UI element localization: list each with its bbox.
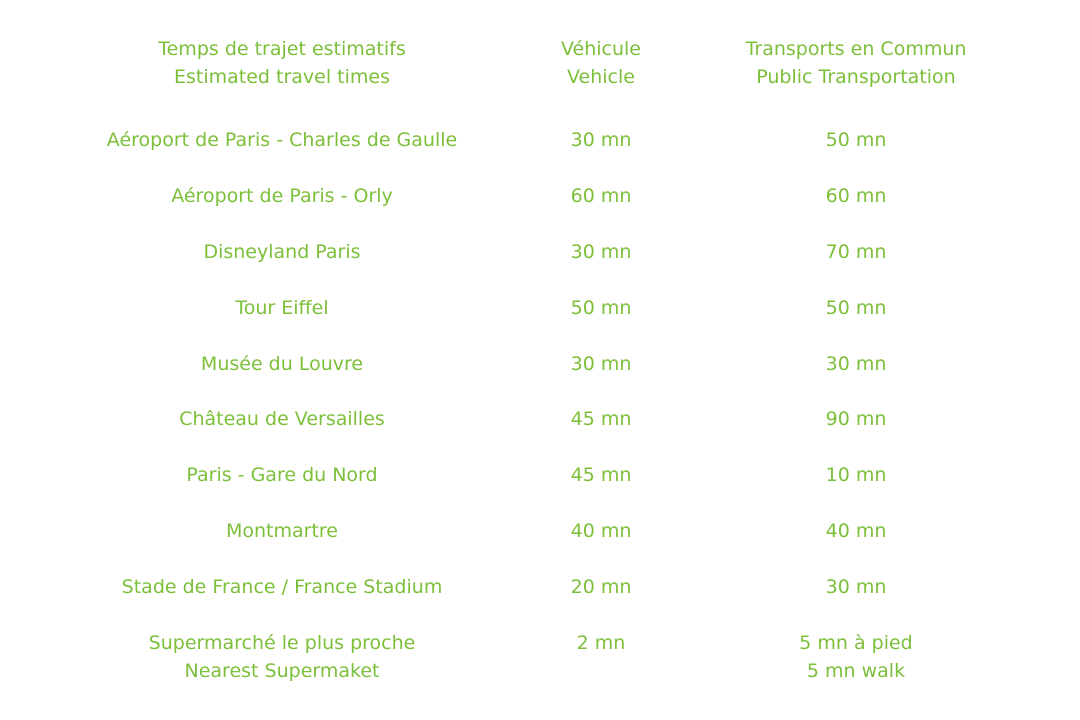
table-row-public-time: [826, 126, 887, 154]
vehicle-time: 50 mn: [570, 297, 632, 319]
table-row-public-time: [826, 517, 887, 545]
table-row-place: [179, 405, 385, 433]
place-name: Musée du Louvre: [200, 353, 364, 375]
table-row-vehicle-time: [571, 294, 632, 322]
public-time: 60 mn: [825, 185, 887, 207]
header-place-line: Estimated travel times: [173, 66, 391, 88]
place-name: Tour Eiffel: [235, 297, 329, 319]
table-row-vehicle-time: [571, 350, 632, 378]
table-row-place: [107, 126, 457, 154]
vehicle-time: 30 mn: [570, 353, 632, 375]
table-row-place: [149, 629, 416, 685]
table-row-vehicle-time: [571, 238, 632, 266]
table-row-vehicle-time: [571, 405, 632, 433]
table-row-place: [226, 517, 338, 545]
public-time: 30 mn: [825, 576, 887, 598]
table-row-vehicle-time: [571, 461, 632, 489]
table-row-place: [186, 461, 377, 489]
vehicle-time: 30 mn: [570, 241, 632, 263]
table-row-vehicle-time: [571, 126, 632, 154]
place-name: Paris - Gare du Nord: [186, 464, 378, 486]
header-vehicle: [561, 35, 641, 91]
table-row-place: [171, 182, 393, 210]
vehicle-time: 2 mn: [576, 632, 626, 654]
table-row-public-time: [826, 461, 887, 489]
public-time: 10 mn: [825, 464, 887, 486]
place-name: Château de Versailles: [179, 408, 385, 430]
header-public-line: Public Transportation: [756, 66, 956, 88]
public-time: 50 mn: [825, 297, 887, 319]
table-row-place: [235, 294, 328, 322]
place-name: Nearest Supermaket: [184, 660, 380, 682]
table-row-public-time: [826, 405, 887, 433]
public-time: 90 mn: [825, 408, 887, 430]
header-vehicle-line: Vehicle: [567, 66, 635, 88]
vehicle-time: 45 mn: [570, 408, 632, 430]
table-row-vehicle-time: [571, 182, 632, 210]
place-name: Aéroport de Paris - Charles de Gaulle: [106, 129, 458, 151]
vehicle-time: 40 mn: [570, 520, 632, 542]
table-row-public-time: [826, 182, 887, 210]
public-time: 5 mn à pied: [799, 632, 913, 654]
table-row-public-time: [826, 294, 887, 322]
place-name: Aéroport de Paris - Orly: [171, 185, 393, 207]
vehicle-time: 60 mn: [570, 185, 632, 207]
place-name: Disneyland Paris: [203, 241, 361, 263]
table-row-public-time: [826, 573, 887, 601]
place-name: Montmartre: [225, 520, 339, 542]
header-place-line: Temps de trajet estimatifs: [158, 38, 406, 60]
public-time: 70 mn: [825, 241, 887, 263]
header-public-transport: [746, 35, 967, 91]
table-row-public-time: [799, 629, 913, 685]
place-name: Supermarché le plus proche: [148, 632, 416, 654]
header-public-line: Transports en Commun: [745, 38, 967, 60]
table-row-public-time: [826, 350, 887, 378]
public-time: 40 mn: [825, 520, 887, 542]
table-row-vehicle-time: [571, 573, 632, 601]
place-name: Stade de France / France Stadium: [121, 576, 443, 598]
header-place: [158, 35, 406, 91]
public-time: 50 mn: [825, 129, 887, 151]
table-row-public-time: [826, 238, 887, 266]
vehicle-time: 45 mn: [570, 464, 632, 486]
table-row-place: [201, 350, 363, 378]
table-row-vehicle-time: [577, 629, 626, 657]
public-time: 5 mn walk: [806, 660, 906, 682]
table-row-vehicle-time: [571, 517, 632, 545]
header-vehicle-line: Véhicule: [561, 38, 641, 60]
public-time: 30 mn: [825, 353, 887, 375]
vehicle-time: 30 mn: [570, 129, 632, 151]
table-row-place: [122, 573, 443, 601]
vehicle-time: 20 mn: [570, 576, 632, 598]
table-row-place: [203, 238, 360, 266]
